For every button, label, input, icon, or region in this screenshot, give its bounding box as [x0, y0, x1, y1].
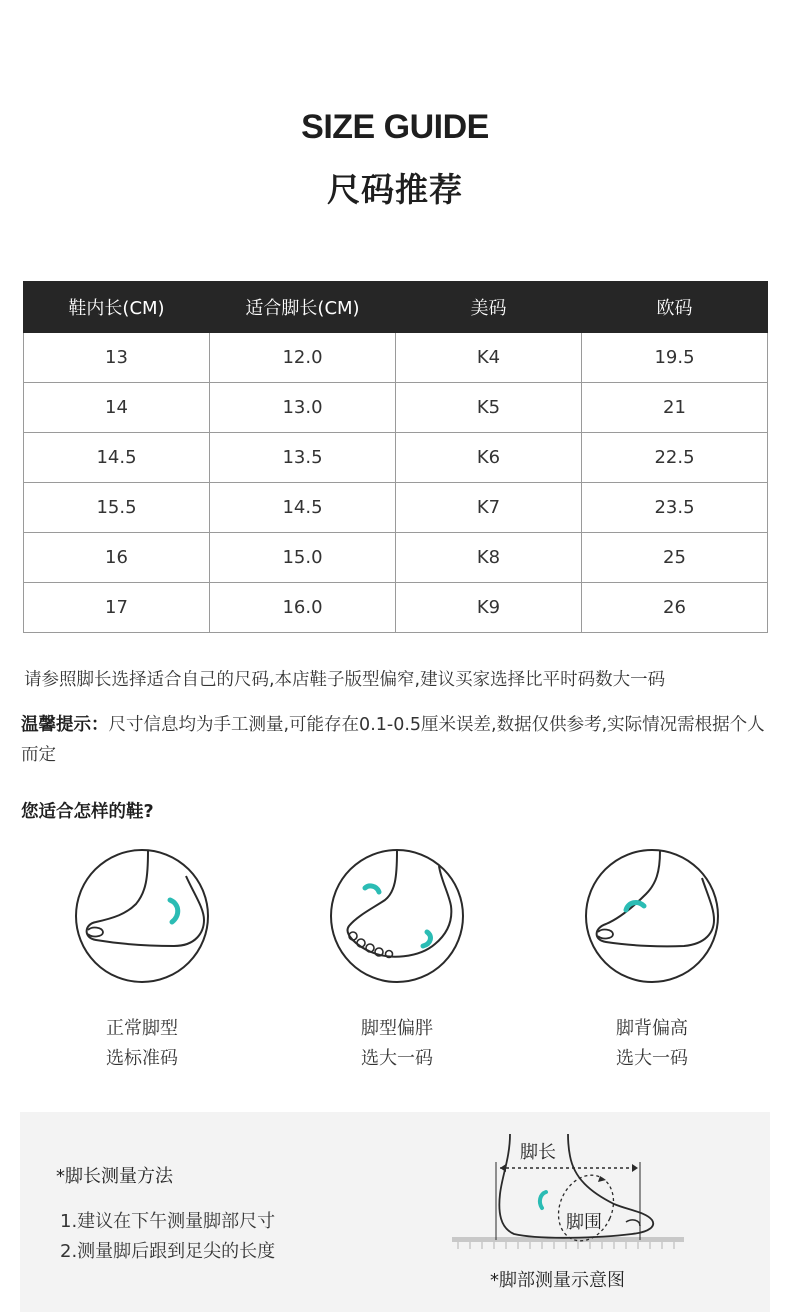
table-cell: 16.0: [210, 583, 396, 633]
size-table: [23, 281, 768, 633]
measure-step: 1.建议在下午测量脚部尺寸: [60, 1211, 276, 1232]
table-cell: K5: [396, 383, 582, 433]
wide-foot-icon: [329, 848, 465, 984]
table-cell: 15.5: [24, 483, 210, 533]
foot-type-wide: [287, 848, 507, 1074]
table-cell: 15.0: [210, 533, 396, 583]
table-cell: 13: [24, 333, 210, 383]
table-cell: K4: [396, 333, 582, 383]
foot-type-name: 脚型偏胖: [361, 1018, 433, 1039]
table-cell: 22.5: [582, 433, 768, 483]
table-cell: 16: [24, 533, 210, 583]
column-header: 欧码: [582, 282, 768, 333]
table-row: [24, 583, 768, 633]
length-label: 脚长: [520, 1142, 556, 1163]
table-cell: 13.0: [210, 383, 396, 433]
table-cell: K9: [396, 583, 582, 633]
measure-panel: [20, 1112, 770, 1312]
table-row: [24, 383, 768, 433]
table-row: [24, 433, 768, 483]
size-advice-note: 请参照脚长选择适合自己的尺码,本店鞋子版型偏窄,建议买家选择比平时码数大一码: [24, 670, 666, 690]
warning-title: 温馨提示：: [21, 715, 109, 735]
column-header: 适合脚长(CM): [210, 282, 396, 333]
diagram-caption: *脚部测量示意图: [490, 1270, 625, 1291]
warning-text: 尺寸信息均为手工测量,可能存在0.1-0.5厘米误差,数据仅供参考,实际情况需根据个人而定: [21, 715, 765, 765]
table-row: [24, 533, 768, 583]
table-cell: 25: [582, 533, 768, 583]
table-cell: 17: [24, 583, 210, 633]
table-header-row: [24, 282, 768, 333]
column-header: 鞋内长(CM): [24, 282, 210, 333]
table-cell: K6: [396, 433, 582, 483]
foot-type-name: 脚背偏高: [616, 1018, 688, 1039]
measure-title: *脚长测量方法: [56, 1166, 173, 1187]
table-cell: 26: [582, 583, 768, 633]
table-cell: 14.5: [24, 433, 210, 483]
measure-step: 2.测量脚后跟到足尖的长度: [60, 1241, 276, 1262]
table-cell: 23.5: [582, 483, 768, 533]
table-cell: 12.0: [210, 333, 396, 383]
foot-type-high-instep: [542, 848, 762, 1074]
table-row: [24, 333, 768, 383]
table-row: [24, 483, 768, 533]
warning-note: [21, 710, 766, 770]
foot-type-name: 正常脚型: [106, 1018, 178, 1039]
foot-type-advice: 选大一码: [361, 1048, 433, 1069]
foot-measure-diagram: [450, 1132, 720, 1258]
high-instep-foot-icon: [584, 848, 720, 984]
table-cell: 14.5: [210, 483, 396, 533]
foot-type-advice: 选大一码: [616, 1048, 688, 1069]
foot-type-advice: 选标准码: [106, 1048, 178, 1069]
foot-type-question: 您适合怎样的鞋?: [21, 802, 154, 822]
table-cell: 14: [24, 383, 210, 433]
table-cell: 19.5: [582, 333, 768, 383]
girth-label: 脚围: [566, 1212, 602, 1233]
foot-type-normal: [32, 848, 252, 1074]
page-title-cn: 尺码推荐: [327, 170, 463, 209]
page-title-en: SIZE GUIDE: [301, 108, 489, 146]
normal-foot-icon: [74, 848, 210, 984]
table-cell: K7: [396, 483, 582, 533]
table-cell: 21: [582, 383, 768, 433]
column-header: 美码: [396, 282, 582, 333]
table-cell: K8: [396, 533, 582, 583]
table-cell: 13.5: [210, 433, 396, 483]
